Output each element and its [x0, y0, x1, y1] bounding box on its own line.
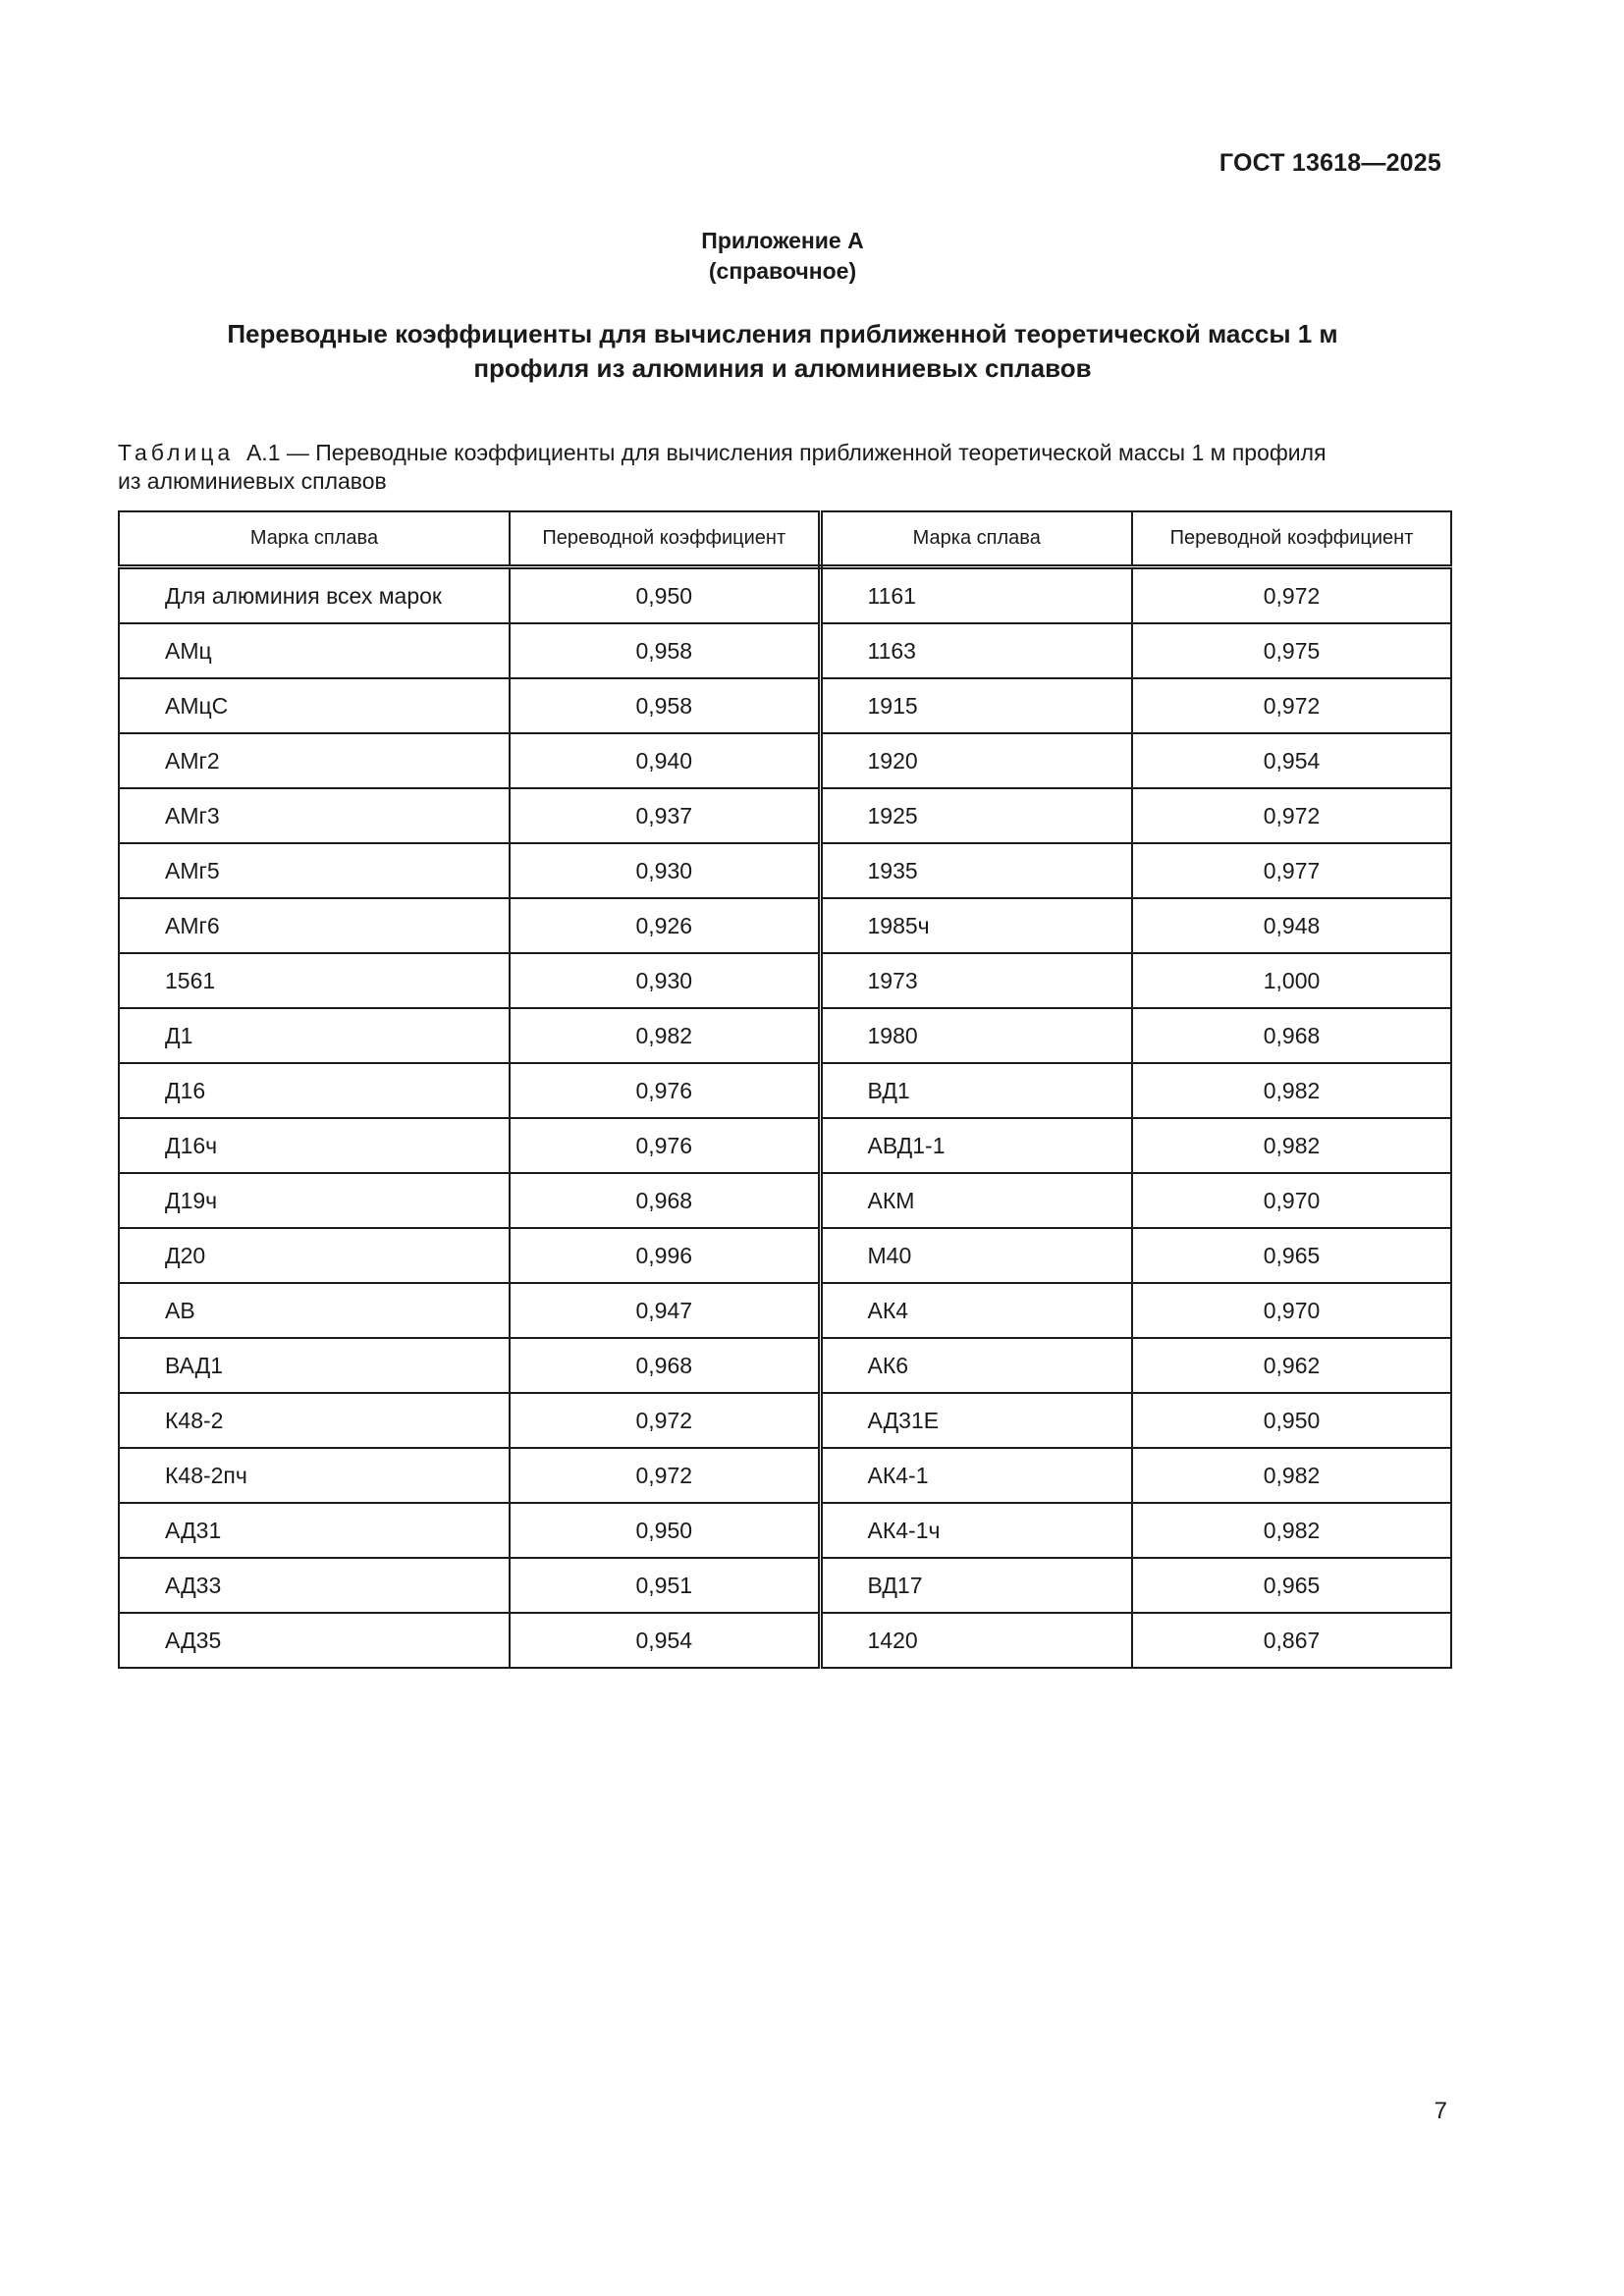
cell-coefficient: 0,958 [510, 678, 820, 733]
cell-alloy-grade: АД35 [119, 1613, 510, 1668]
cell-alloy-grade: Д16 [119, 1063, 510, 1118]
cell-coefficient: 0,951 [510, 1558, 820, 1613]
cell-alloy-grade: М40 [820, 1228, 1132, 1283]
cell-coefficient: 0,982 [510, 1008, 820, 1063]
cell-coefficient: 0,982 [1132, 1448, 1451, 1503]
cell-coefficient: 0,977 [1132, 843, 1451, 898]
cell-coefficient: 0,965 [1132, 1228, 1451, 1283]
cell-alloy-grade: ВД17 [820, 1558, 1132, 1613]
cell-alloy-grade: Д1 [119, 1008, 510, 1063]
cell-coefficient: 1,000 [1132, 953, 1451, 1008]
cell-coefficient: 0,962 [1132, 1338, 1451, 1393]
page-number: 7 [1434, 2098, 1447, 2124]
cell-alloy-grade: АК4 [820, 1283, 1132, 1338]
cell-coefficient: 0,982 [1132, 1063, 1451, 1118]
cell-coefficient: 0,968 [510, 1173, 820, 1228]
table-caption-label: Таблица [118, 440, 235, 465]
table-row [119, 843, 1451, 898]
cell-coefficient: 0,975 [1132, 623, 1451, 678]
cell-alloy-grade: 1980 [820, 1008, 1132, 1063]
table-row [119, 898, 1451, 953]
cell-coefficient: 0,968 [1132, 1008, 1451, 1063]
cell-coefficient: 0,968 [510, 1338, 820, 1393]
cell-coefficient: 0,937 [510, 788, 820, 843]
cell-alloy-grade: АМцС [119, 678, 510, 733]
table-row [119, 623, 1451, 678]
cell-alloy-grade: Для алюминия всех марок [119, 567, 510, 624]
cell-alloy-grade: 1920 [820, 733, 1132, 788]
cell-coefficient: 0,976 [510, 1118, 820, 1173]
cell-coefficient: 0,948 [1132, 898, 1451, 953]
cell-alloy-grade: 1985ч [820, 898, 1132, 953]
cell-alloy-grade: АД31Е [820, 1393, 1132, 1448]
section-heading-line-1: Переводные коэффициенты для вычисления приближенной теоретической массы 1 м [227, 319, 1338, 348]
cell-alloy-grade: 1163 [820, 623, 1132, 678]
cell-coefficient: 0,972 [510, 1448, 820, 1503]
cell-alloy-grade: 1420 [820, 1613, 1132, 1668]
appendix-heading [0, 226, 1565, 287]
cell-coefficient: 0,950 [510, 1503, 820, 1558]
cell-alloy-grade: АМг5 [119, 843, 510, 898]
table-row [119, 1173, 1451, 1228]
cell-coefficient: 0,970 [1132, 1173, 1451, 1228]
cell-alloy-grade: АК6 [820, 1338, 1132, 1393]
cell-coefficient: 0,982 [1132, 1118, 1451, 1173]
cell-alloy-grade: АК4-1ч [820, 1503, 1132, 1558]
cell-alloy-grade: Д16ч [119, 1118, 510, 1173]
section-heading [0, 317, 1565, 386]
cell-coefficient: 0,930 [510, 953, 820, 1008]
table-row [119, 1228, 1451, 1283]
cell-coefficient: 0,958 [510, 623, 820, 678]
cell-coefficient: 0,972 [510, 1393, 820, 1448]
coefficient-table [118, 510, 1452, 1669]
cell-alloy-grade: 1973 [820, 953, 1132, 1008]
cell-alloy-grade: 1925 [820, 788, 1132, 843]
table-row [119, 733, 1451, 788]
header-alloy-grade-left: Марка сплава [119, 511, 510, 567]
table-row [119, 1393, 1451, 1448]
table-row [119, 1118, 1451, 1173]
cell-alloy-grade: АВ [119, 1283, 510, 1338]
table-row [119, 788, 1451, 843]
cell-alloy-grade: 1561 [119, 953, 510, 1008]
cell-alloy-grade: К48-2пч [119, 1448, 510, 1503]
cell-coefficient: 0,972 [1132, 788, 1451, 843]
table-body [119, 567, 1451, 1669]
cell-coefficient: 0,972 [1132, 678, 1451, 733]
cell-coefficient: 0,947 [510, 1283, 820, 1338]
table-caption [118, 439, 1448, 496]
appendix-title: Приложение А [701, 228, 864, 253]
cell-alloy-grade: АКМ [820, 1173, 1132, 1228]
cell-coefficient: 0,940 [510, 733, 820, 788]
cell-coefficient: 0,972 [1132, 567, 1451, 624]
cell-coefficient: 0,950 [1132, 1393, 1451, 1448]
cell-coefficient: 0,976 [510, 1063, 820, 1118]
cell-alloy-grade: АМг3 [119, 788, 510, 843]
cell-alloy-grade: АМц [119, 623, 510, 678]
cell-alloy-grade: АВД1-1 [820, 1118, 1132, 1173]
cell-coefficient: 0,950 [510, 567, 820, 624]
cell-coefficient: 0,982 [1132, 1503, 1451, 1558]
cell-coefficient: 0,965 [1132, 1558, 1451, 1613]
cell-coefficient: 0,996 [510, 1228, 820, 1283]
cell-alloy-grade: К48-2 [119, 1393, 510, 1448]
document-code: ГОСТ 13618—2025 [1218, 149, 1441, 177]
table-row [119, 678, 1451, 733]
cell-coefficient: 0,926 [510, 898, 820, 953]
table-row [119, 1503, 1451, 1558]
cell-alloy-grade: Д20 [119, 1228, 510, 1283]
cell-alloy-grade: 1915 [820, 678, 1132, 733]
table-row [119, 567, 1451, 624]
cell-coefficient: 0,867 [1132, 1613, 1451, 1668]
table-row [119, 1063, 1451, 1118]
cell-coefficient: 0,930 [510, 843, 820, 898]
cell-alloy-grade: 1935 [820, 843, 1132, 898]
section-heading-line-2: профиля из алюминия и алюминиевых сплавов [473, 353, 1092, 383]
cell-alloy-grade: АД31 [119, 1503, 510, 1558]
header-coefficient-left: Переводной коэффициент [510, 511, 820, 567]
table-row [119, 1283, 1451, 1338]
table-row [119, 953, 1451, 1008]
table-row [119, 1558, 1451, 1613]
table-row [119, 1338, 1451, 1393]
cell-coefficient: 0,954 [1132, 733, 1451, 788]
appendix-subtitle: (справочное) [708, 258, 857, 284]
table-caption-text-2: из алюминиевых сплавов [118, 468, 387, 494]
header-alloy-grade-right: Марка сплава [820, 511, 1132, 567]
cell-coefficient: 0,970 [1132, 1283, 1451, 1338]
table-caption-text: А.1 — Переводные коэффициенты для вычисления приближенной теоретической массы 1 м профиля [245, 440, 1326, 465]
cell-alloy-grade: ВАД1 [119, 1338, 510, 1393]
cell-coefficient: 0,954 [510, 1613, 820, 1668]
cell-alloy-grade: АМг6 [119, 898, 510, 953]
cell-alloy-grade: АМг2 [119, 733, 510, 788]
cell-alloy-grade: 1161 [820, 567, 1132, 624]
header-coefficient-right: Переводной коэффициент [1132, 511, 1451, 567]
cell-alloy-grade: Д19ч [119, 1173, 510, 1228]
cell-alloy-grade: АК4-1 [820, 1448, 1132, 1503]
table-row [119, 1448, 1451, 1503]
table-row [119, 1008, 1451, 1063]
table-row [119, 1613, 1451, 1668]
cell-alloy-grade: АД33 [119, 1558, 510, 1613]
cell-alloy-grade: ВД1 [820, 1063, 1132, 1118]
table-header-row [119, 511, 1451, 567]
